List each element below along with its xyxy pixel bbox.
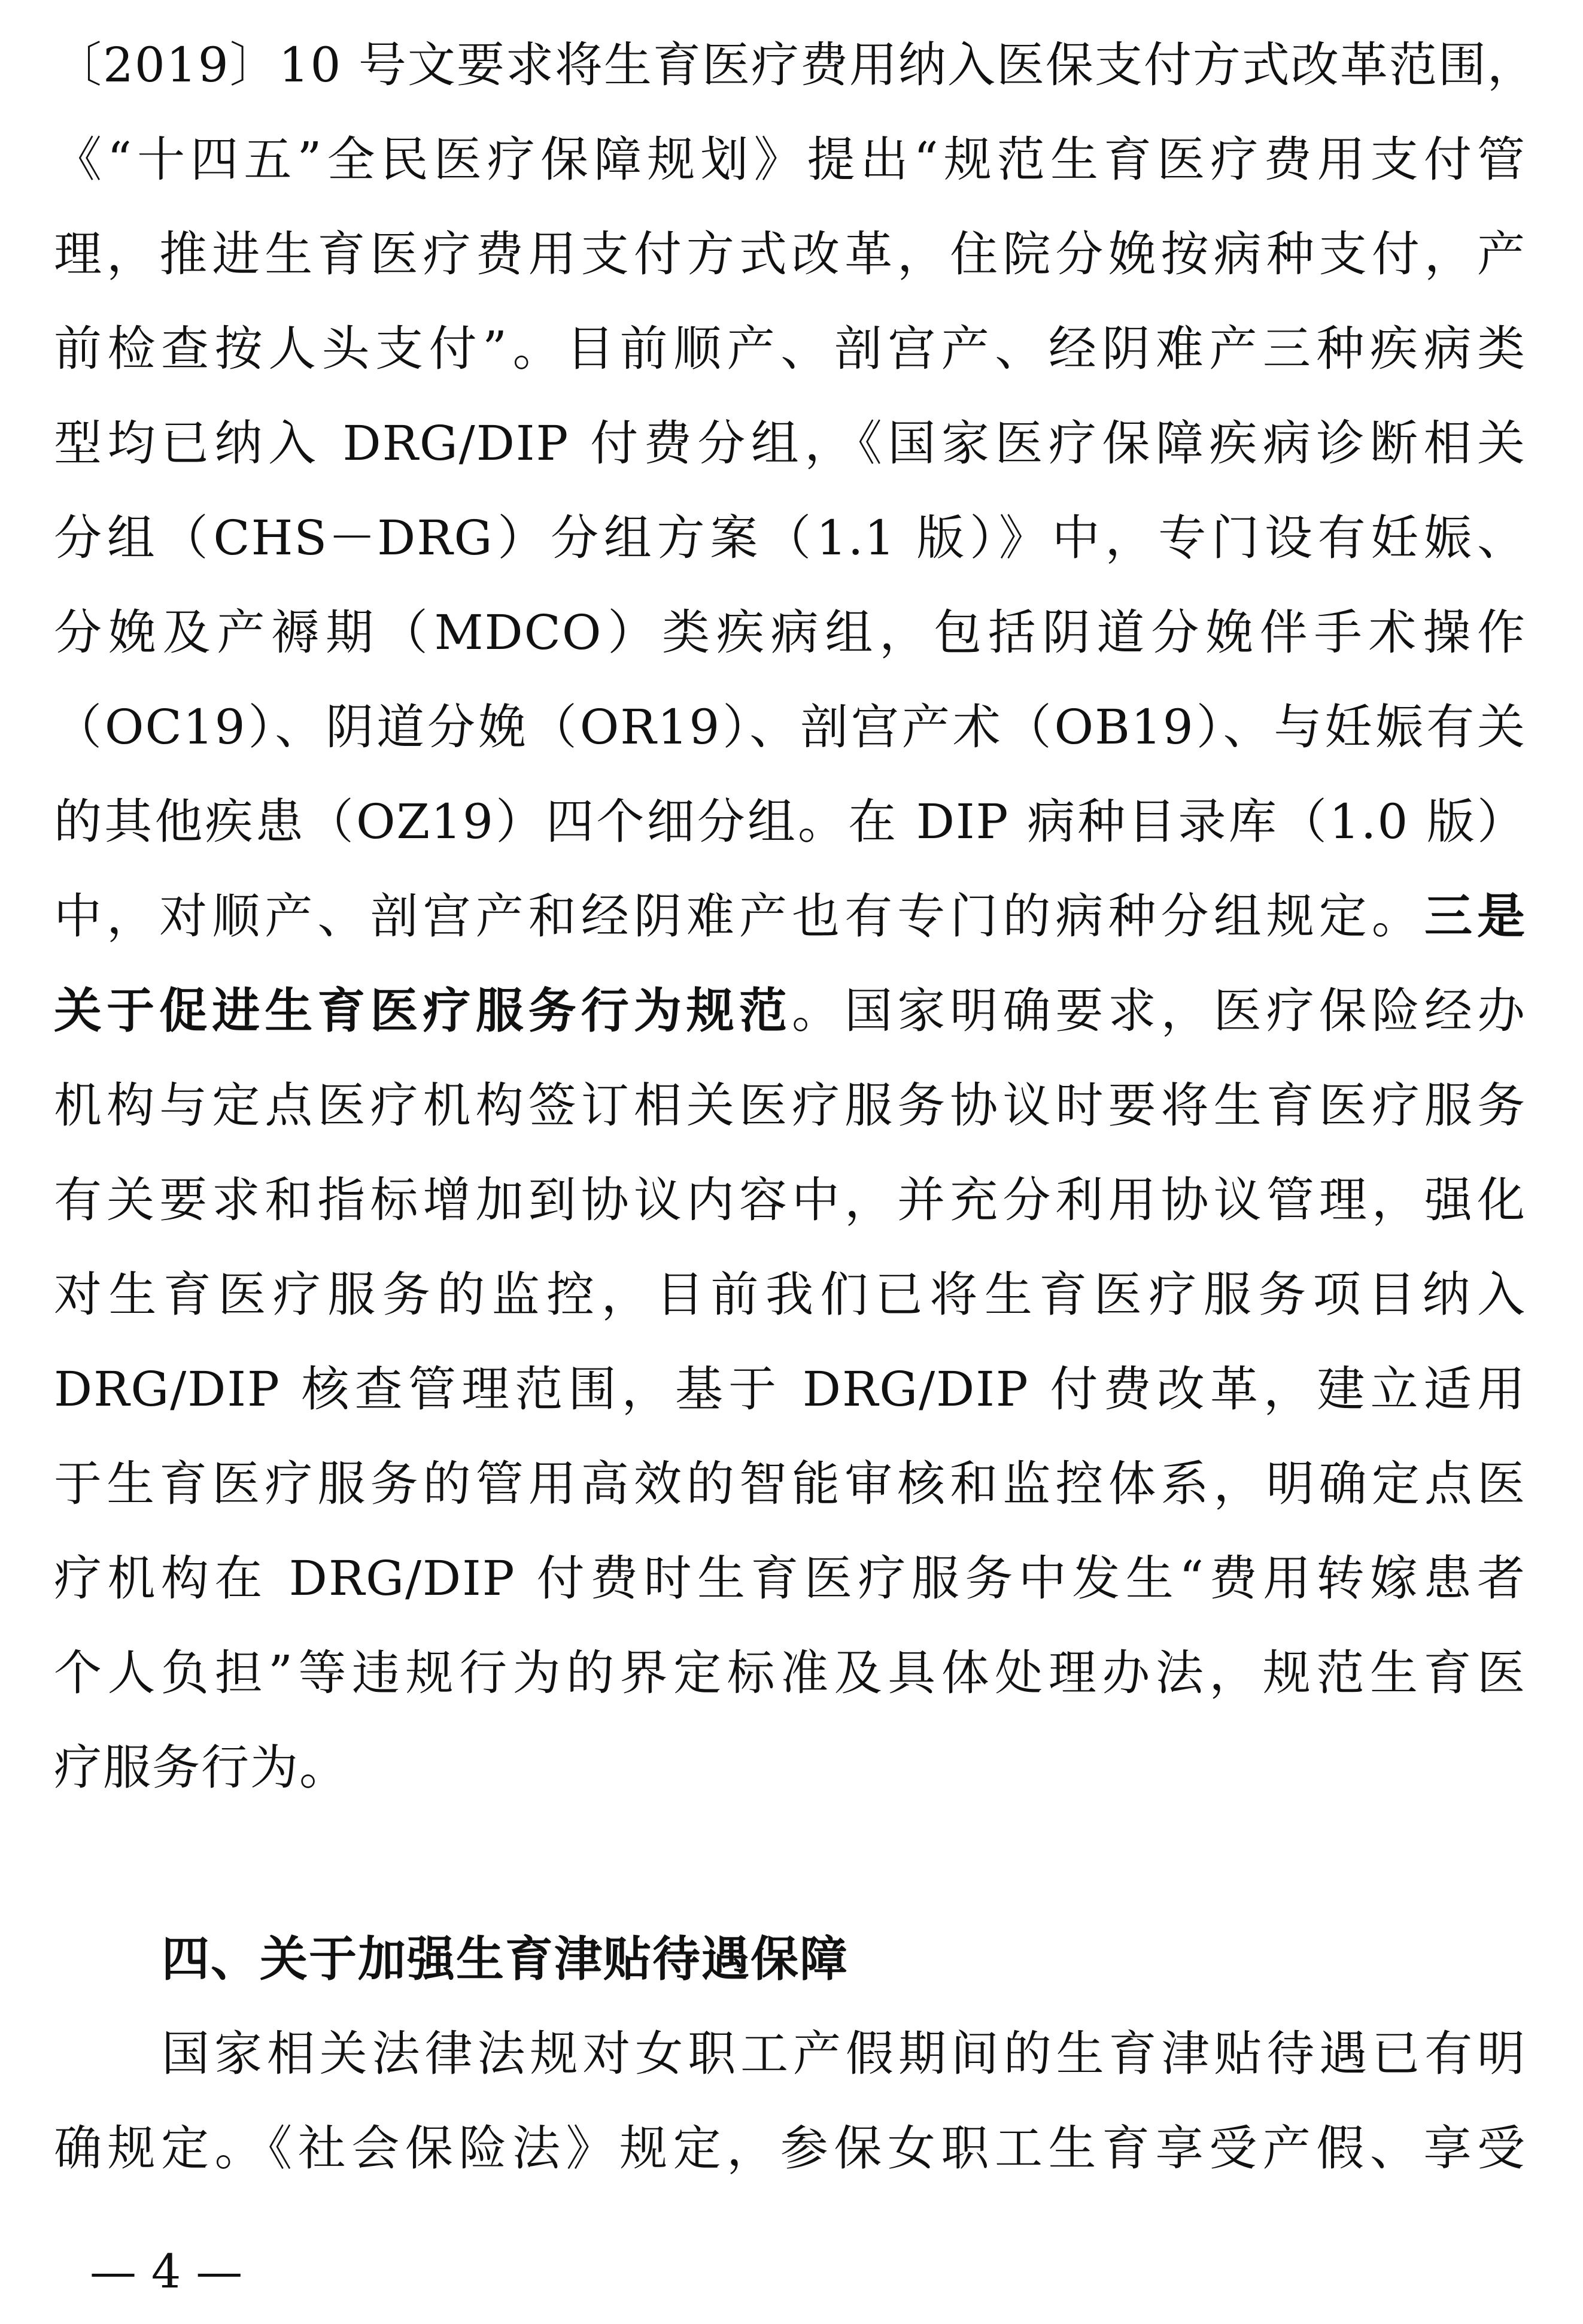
text-line: 〔2019〕10 号文要求将生育医疗费用纳入医保支付方式改革范围， (54, 37, 1536, 93)
text-line: 的其他疾患（OZ19）四个细分组。在 DIP 病种目录库（1.0 版） (54, 794, 1526, 849)
text-line: 有关要求和指标增加到协议内容中，并充分利用协议管理，强化 (54, 1172, 1526, 1228)
text-line: DRG/DIP 核查管理范围，基于 DRG/DIP 付费改革，建立适用 (54, 1361, 1526, 1417)
text-line: 机构与定点医疗机构签订相关医疗服务协议时要将生育医疗服务 (54, 1078, 1526, 1133)
text-line: （OC19）、阴道分娩（OR19）、剖宫产术（OB19）、与妊娠有关 (54, 699, 1526, 755)
text-line: 理，推进生育医疗费用支付方式改革，住院分娩按病种支付，产 (54, 226, 1526, 282)
text-span: 。国家明确要求，医疗保险经办 (792, 983, 1527, 1039)
text-line: 国家相关法律法规对女职工产假期间的生育津贴待遇已有明 (162, 2026, 1526, 2082)
text-line: 确规定。《社会保险法》规定，参保女职工生育享受产假、享受 (54, 2120, 1526, 2176)
bold-lead-text: 关于促进生育医疗服务行为规范 (54, 983, 792, 1039)
text-line: 分组（CHS－DRG）分组方案（1.1 版）》中，专门设有妊娠、 (54, 510, 1526, 566)
text-line: 《“十四五”全民医疗保障规划》提出“规范生育医疗费用支付管 (54, 132, 1526, 187)
text-line: 疗服务行为。 (54, 1740, 348, 1795)
text-line-mixed (54, 964, 1526, 1058)
text-line-mixed (54, 869, 1526, 964)
bold-lead-text: 三是 (1424, 888, 1527, 944)
text-line: 型均已纳入 DRG/DIP 付费分组，《国家医疗保障疾病诊断相关 (54, 415, 1526, 471)
page-number: — 4 — (90, 2245, 243, 2299)
text-line: 对生育医疗服务的监控，目前我们已将生育医疗服务项目纳入 (54, 1267, 1526, 1322)
paragraph-2 (54, 2007, 1526, 2196)
text-line: 于生育医疗服务的管用高效的智能审核和监控体系，明确定点医 (54, 1456, 1526, 1512)
text-line: 个人负担”等违规行为的界定标准及具体处理办法，规范生育医 (54, 1645, 1526, 1701)
text-span: 中，对顺产、剖宫产和经阴难产也有专门的病种分组规定。 (54, 888, 1424, 944)
section-heading: 四、关于加强生育津贴待遇保障 (162, 1931, 849, 1987)
text-line: 前检查按人头支付”。目前顺产、剖宫产、经阴难产三种疾病类 (54, 321, 1526, 377)
paragraph-1 (54, 18, 1536, 1815)
text-line: 分娩及产褥期（MDCO）类疾病组，包括阴道分娩伴手术操作 (54, 605, 1526, 660)
text-line: 疗机构在 DRG/DIP 付费时生育医疗服务中发生“费用转嫁患者 (54, 1551, 1526, 1606)
